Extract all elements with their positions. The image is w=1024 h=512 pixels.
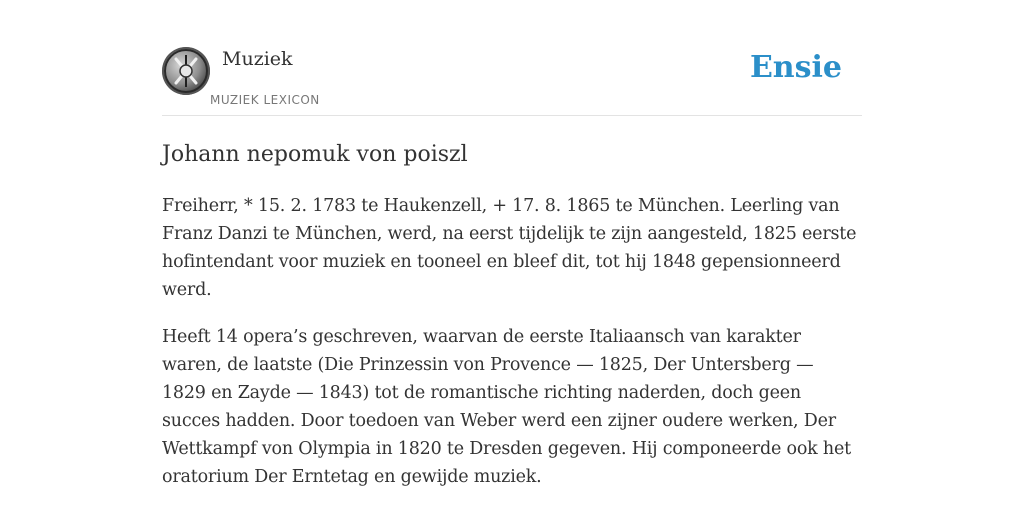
entry-paragraph: Heeft 14 opera’s geschreven, waarvan de eerste Italiaansch van karakter waren, de laatste (Die Prinzessin von Provence — 1825, Der Untersberg — 1829 en Zayde — 1843) tot de romantische richting naderden, doch geen succes hadden. Door toedoen van Weber werd een zijner oudere werken, Der Wettkampf von Olympia in 1820 te Dresden gegeven. Hij componeerde ook het oratorium Der Erntetag en gewijde muziek. [162, 327, 851, 487]
book-emblem-icon[interactable] [162, 47, 210, 95]
book-title[interactable]: Muziek [222, 48, 293, 70]
entry-body [162, 192, 862, 510]
brand-logo[interactable]: Ensie [749, 50, 842, 85]
emblem-graphic [162, 47, 210, 95]
page-header [162, 0, 862, 116]
entry-card [162, 0, 862, 512]
entry-paragraph: Freiherr, * 15. 2. 1783 te Haukenzell, + 17. 8. 1865 te München. Leerling van Franz Danzi te München, werd, na eerst tijdelijk te zijn aangesteld, 1825 eerste hofintendant voor muziek en tooneel en bleef dit, tot hij 1848 gepensionneerd werd. [162, 196, 857, 300]
book-subtitle: MUZIEK LEXICON [210, 93, 320, 107]
entry-title: Johann nepomuk von poiszl [162, 142, 468, 167]
